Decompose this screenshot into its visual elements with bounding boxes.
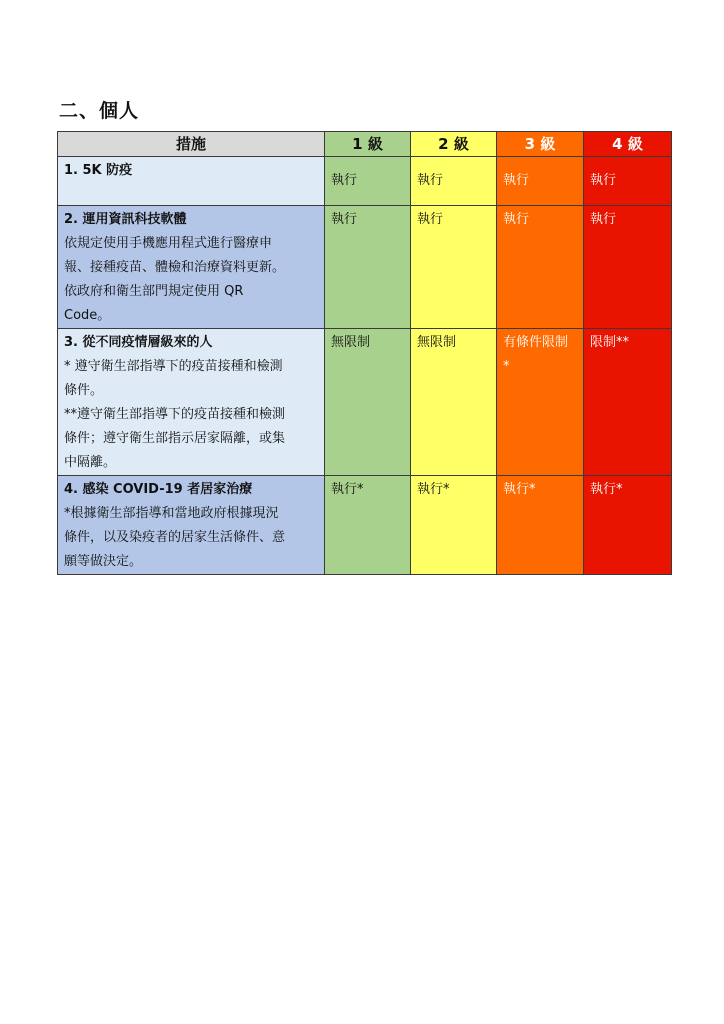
level-2-cell: 執行 <box>411 157 497 206</box>
measure-title: 4. 感染 COVID-19 者居家治療 <box>64 482 253 497</box>
table-row <box>58 329 672 476</box>
column-header-level-2: 2 級 <box>411 132 497 157</box>
level-3-cell: 執行* <box>497 476 584 575</box>
column-header-level-3: 3 級 <box>497 132 584 157</box>
measure-cell <box>58 157 325 206</box>
measure-description-line: 中隔離。 <box>64 455 117 470</box>
level-3-cell: 執行 <box>497 157 584 206</box>
column-header-measure: 措施 <box>58 132 325 157</box>
level-1-cell: 執行 <box>325 157 411 206</box>
table-row <box>58 157 672 206</box>
measure-description-line: 依規定使用手機應用程式進行醫療申 <box>64 236 273 251</box>
measure-description-line: **遵守衛生部指導下的疫苗接種和檢測 <box>64 407 286 422</box>
level-1-cell: 執行 <box>325 206 411 329</box>
measure-cell <box>58 329 325 476</box>
level-2-cell: 執行 <box>411 206 497 329</box>
measures-table <box>57 131 672 575</box>
measure-description-line: 條件；遵守衛生部指示居家隔離，或集 <box>64 431 286 446</box>
measure-description-line: 願等做決定。 <box>64 554 143 569</box>
level-2-cell: 無限制 <box>411 329 497 476</box>
measure-title: 1. 5K 防疫 <box>64 163 133 178</box>
section-heading: 二、個人 <box>59 100 140 122</box>
measure-description-line: 條件。 <box>64 383 104 398</box>
measure-title: 2. 運用資訊科技軟體 <box>64 212 187 227</box>
table-header-row <box>58 132 672 157</box>
measure-cell <box>58 206 325 329</box>
column-header-level-4: 4 級 <box>584 132 672 157</box>
measure-description-line: 條件，以及染疫者的居家生活條件、意 <box>64 530 286 545</box>
level-4-cell: 執行 <box>584 157 672 206</box>
measure-title: 3. 從不同疫情層級來的人 <box>64 335 213 350</box>
level-4-cell: 執行* <box>584 476 672 575</box>
measure-description-line: * 遵守衛生部指導下的疫苗接種和檢測 <box>64 359 283 374</box>
level-4-cell: 執行 <box>584 206 672 329</box>
measure-description-line: *根據衛生部指導和當地政府根據現況 <box>64 506 279 521</box>
level-2-cell: 執行* <box>411 476 497 575</box>
level-4-cell: 限制** <box>584 329 672 476</box>
table-row <box>58 206 672 329</box>
measure-description-line: 依政府和衛生部門規定使用 QR <box>64 284 244 299</box>
column-header-level-1: 1 級 <box>325 132 411 157</box>
level-3-cell: 有條件限制 * <box>497 329 584 476</box>
level-1-cell: 無限制 <box>325 329 411 476</box>
measure-description-line: 報、接種疫苗、體檢和治療資料更新。 <box>64 260 286 275</box>
measure-cell <box>58 476 325 575</box>
level-1-cell: 執行* <box>325 476 411 575</box>
measure-description-line: Code。 <box>64 308 111 323</box>
level-3-cell: 執行 <box>497 206 584 329</box>
table-row <box>58 476 672 575</box>
